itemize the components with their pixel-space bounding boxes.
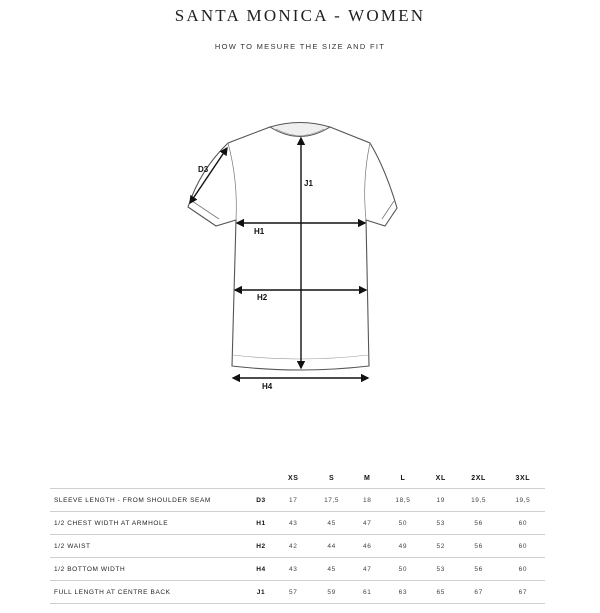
header-code-cell xyxy=(245,468,277,489)
value-cell: 49 xyxy=(381,535,425,558)
value-cell: 59 xyxy=(310,581,354,604)
value-cell: 53 xyxy=(425,512,457,535)
row-label: SLEEVE LENGTH - FROM SHOULDER SEAM xyxy=(50,489,245,512)
value-cell: 47 xyxy=(354,558,381,581)
value-cell: 46 xyxy=(354,535,381,558)
row-code: H1 xyxy=(245,512,277,535)
value-cell: 63 xyxy=(381,581,425,604)
value-cell: 57 xyxy=(277,581,310,604)
value-cell: 17 xyxy=(277,489,310,512)
value-cell: 47 xyxy=(354,512,381,535)
value-cell: 56 xyxy=(457,535,501,558)
header-description-cell xyxy=(50,468,245,489)
tshirt-body-outline xyxy=(188,127,397,370)
value-cell: 19 xyxy=(425,489,457,512)
row-label: FULL LENGTH AT CENTRE BACK xyxy=(50,581,245,604)
value-cell: 18,5 xyxy=(381,489,425,512)
page-title: SANTA MONICA - WOMEN xyxy=(174,6,426,25)
size-header-xs: XS xyxy=(287,474,299,482)
size-header-xl: XL xyxy=(435,474,446,482)
value-cell: 56 xyxy=(457,558,501,581)
value-cell: 50 xyxy=(381,558,425,581)
row-code: D3 xyxy=(245,489,277,512)
size-chart-table xyxy=(50,468,545,604)
label-j1: J1 xyxy=(304,179,313,188)
value-cell: 45 xyxy=(310,558,354,581)
table-row xyxy=(50,558,545,581)
value-cell: 19,5 xyxy=(457,489,501,512)
value-cell: 43 xyxy=(277,558,310,581)
size-header-s: S xyxy=(328,474,335,482)
value-cell: 60 xyxy=(501,512,545,535)
value-cell: 17,5 xyxy=(310,489,354,512)
size-header-row xyxy=(50,468,545,489)
value-cell: 50 xyxy=(381,512,425,535)
row-label: 1/2 BOTTOM WIDTH xyxy=(50,558,245,581)
size-header-m: M xyxy=(364,474,371,482)
label-h2: H2 xyxy=(257,293,268,302)
value-cell: 65 xyxy=(425,581,457,604)
table-row xyxy=(50,535,545,558)
row-label: 1/2 CHEST WIDTH AT ARMHOLE xyxy=(50,512,245,535)
table-row xyxy=(50,512,545,535)
row-label: 1/2 WAIST xyxy=(50,535,245,558)
value-cell: 18 xyxy=(354,489,381,512)
value-cell: 60 xyxy=(501,558,545,581)
row-code: H2 xyxy=(245,535,277,558)
value-cell: 19,5 xyxy=(501,489,545,512)
value-cell: 42 xyxy=(277,535,310,558)
size-header-2xl: 2XL xyxy=(471,474,486,482)
row-code: J1 xyxy=(245,581,277,604)
value-cell: 44 xyxy=(310,535,354,558)
value-cell: 61 xyxy=(354,581,381,604)
label-d3: D3 xyxy=(198,165,209,174)
table-row xyxy=(50,489,545,512)
label-h1: H1 xyxy=(254,227,265,236)
value-cell: 52 xyxy=(425,535,457,558)
value-cell: 45 xyxy=(310,512,354,535)
value-cell: 60 xyxy=(501,535,545,558)
page-subtitle: HOW TO MESURE THE SIZE AND FIT xyxy=(214,42,386,51)
value-cell: 67 xyxy=(501,581,545,604)
value-cell: 43 xyxy=(277,512,310,535)
row-code: H4 xyxy=(245,558,277,581)
value-cell: 53 xyxy=(425,558,457,581)
table-row xyxy=(50,581,545,604)
size-header-3xl: 3XL xyxy=(515,474,531,482)
label-h4: H4 xyxy=(262,382,273,391)
size-header-l: L xyxy=(400,474,406,482)
value-cell: 67 xyxy=(457,581,501,604)
value-cell: 56 xyxy=(457,512,501,535)
